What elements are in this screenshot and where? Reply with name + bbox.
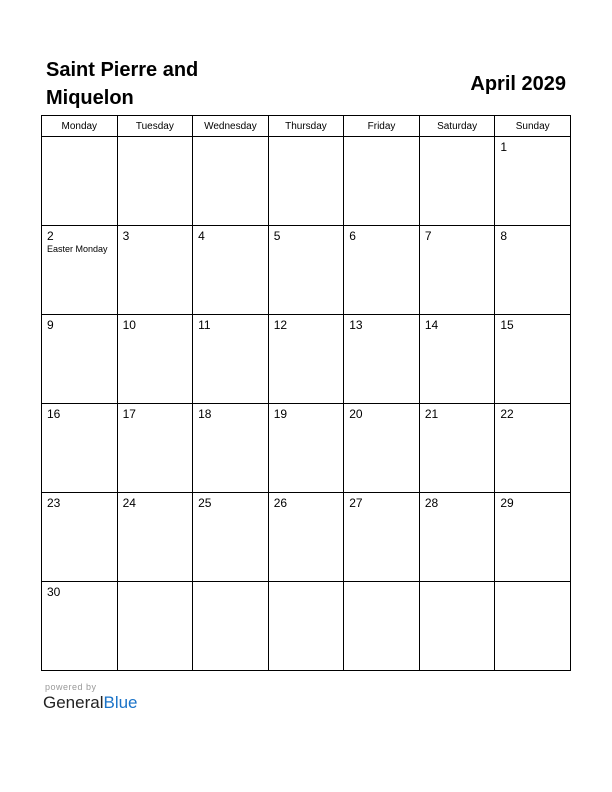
day-number <box>269 582 344 585</box>
day-number: 7 <box>424 229 432 243</box>
week-row <box>42 493 571 582</box>
day-cell <box>495 315 571 404</box>
day-cell <box>193 404 269 493</box>
day-cell <box>268 582 344 671</box>
day-number: 14 <box>424 318 439 332</box>
day-cell <box>117 137 193 226</box>
day-cell <box>193 137 269 226</box>
day-cell <box>42 137 118 226</box>
day-cell <box>419 404 495 493</box>
day-number <box>42 137 117 140</box>
day-number: 25 <box>198 496 212 510</box>
powered-by-label: powered by <box>45 682 97 692</box>
calendar-grid <box>41 115 571 671</box>
day-number: 9 <box>47 318 54 332</box>
day-cell <box>495 404 571 493</box>
brand-logo <box>43 692 138 714</box>
weekday-header: Friday <box>344 116 420 137</box>
day-cell <box>495 493 571 582</box>
brand-blue-text: Blue <box>103 693 138 712</box>
day-cell <box>117 315 193 404</box>
day-number: 24 <box>122 496 136 510</box>
weekday-header: Sunday <box>495 116 571 137</box>
day-number: 21 <box>424 407 439 421</box>
day-number <box>118 137 193 140</box>
day-number <box>118 582 193 585</box>
day-cell <box>268 493 344 582</box>
month-year-title: April 2029 <box>470 73 566 95</box>
weekday-header: Saturday <box>419 116 495 137</box>
weekday-header: Tuesday <box>117 116 193 137</box>
day-cell <box>344 226 420 315</box>
calendar-body <box>42 137 571 671</box>
day-cell <box>344 582 420 671</box>
day-number: 17 <box>122 407 136 421</box>
day-cell <box>42 404 118 493</box>
day-number: 28 <box>424 496 439 510</box>
day-cell <box>419 137 495 226</box>
day-number <box>193 582 268 585</box>
day-cell <box>42 315 118 404</box>
day-cell <box>42 493 118 582</box>
weekday-header-row <box>42 116 571 137</box>
day-number: 30 <box>47 585 61 599</box>
day-cell <box>495 582 571 671</box>
weekday-header: Monday <box>42 116 118 137</box>
day-number: 29 <box>500 496 514 510</box>
day-number: 23 <box>47 496 61 510</box>
day-cell <box>419 493 495 582</box>
day-number: 20 <box>349 407 363 421</box>
day-number: 18 <box>198 407 212 421</box>
day-cell <box>268 137 344 226</box>
week-row <box>42 137 571 226</box>
day-cell <box>268 226 344 315</box>
day-number: 8 <box>500 229 508 243</box>
day-cell <box>117 582 193 671</box>
week-row <box>42 404 571 493</box>
day-number: 13 <box>349 318 363 332</box>
day-cell <box>117 493 193 582</box>
day-cell <box>495 137 571 226</box>
day-cell <box>495 226 571 315</box>
day-number: 26 <box>273 496 288 510</box>
day-number: 6 <box>349 229 356 243</box>
day-cell <box>344 315 420 404</box>
day-number: 16 <box>47 407 61 421</box>
day-cell <box>193 493 269 582</box>
holiday-label: Easter Monday <box>47 244 108 254</box>
day-cell <box>117 404 193 493</box>
day-number: 10 <box>122 318 136 332</box>
weekday-header: Wednesday <box>193 116 269 137</box>
day-number: 5 <box>273 229 281 243</box>
day-number <box>344 582 419 585</box>
day-number <box>269 137 344 140</box>
weekday-header: Thursday <box>268 116 344 137</box>
day-number: 27 <box>349 496 363 510</box>
day-cell <box>268 315 344 404</box>
day-number: 3 <box>122 229 130 243</box>
day-cell <box>42 226 118 315</box>
day-cell <box>344 493 420 582</box>
week-row <box>42 315 571 404</box>
week-row <box>42 582 571 671</box>
day-cell <box>419 315 495 404</box>
day-number: 15 <box>500 318 514 332</box>
day-number: 1 <box>500 140 508 154</box>
day-number <box>420 137 495 140</box>
day-number: 11 <box>198 318 211 332</box>
day-cell <box>419 582 495 671</box>
week-row <box>42 226 571 315</box>
day-cell <box>193 226 269 315</box>
brand-general-text: General <box>43 693 104 712</box>
day-number: 12 <box>273 318 288 332</box>
day-cell <box>117 226 193 315</box>
day-cell <box>193 315 269 404</box>
day-number <box>495 582 570 585</box>
day-number: 4 <box>198 229 205 243</box>
day-cell <box>419 226 495 315</box>
day-number <box>193 137 268 140</box>
day-number <box>344 137 419 140</box>
day-number <box>420 582 495 585</box>
day-number: 2 <box>47 229 54 243</box>
day-cell <box>268 404 344 493</box>
day-cell <box>42 582 118 671</box>
region-title: Saint Pierre and Miquelon <box>46 59 199 109</box>
day-cell <box>344 404 420 493</box>
day-number: 22 <box>500 407 514 421</box>
footer-branding <box>43 682 138 714</box>
day-cell <box>344 137 420 226</box>
day-cell <box>193 582 269 671</box>
day-number: 19 <box>273 407 288 421</box>
